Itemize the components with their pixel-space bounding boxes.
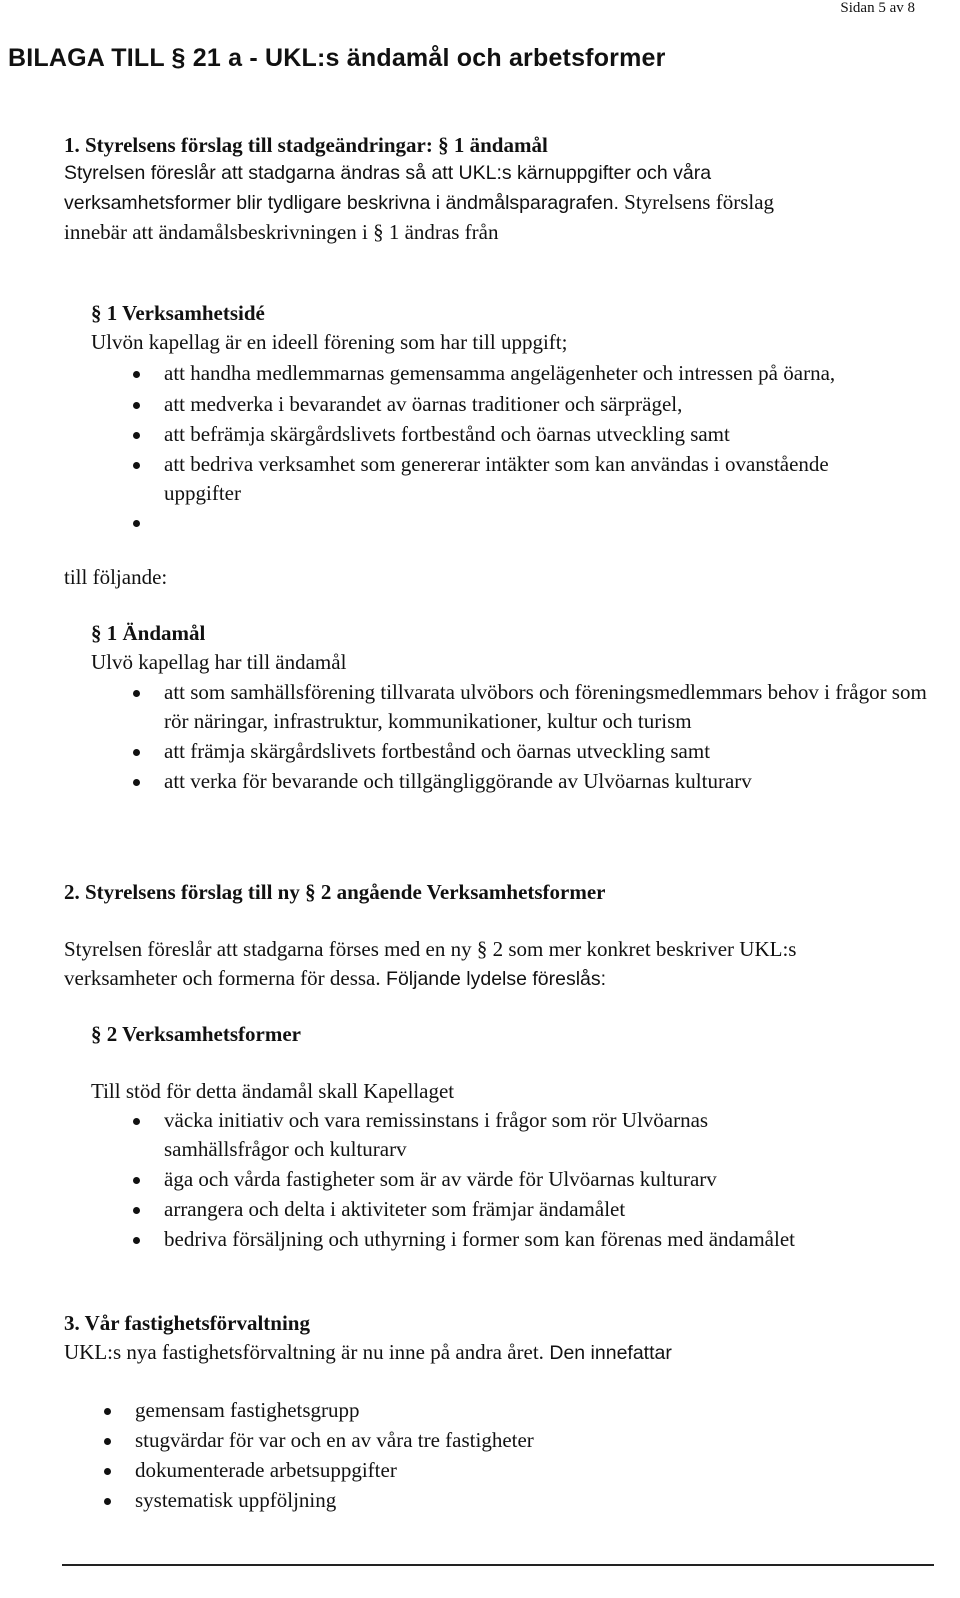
list-item: att som samhällsförening tillvarata ulvöbors och föreningsmedlemmars behov i frågor som rör näringar, infrastruktur, kommunikationer, kultur och turism	[164, 678, 934, 736]
list-item: arrangera och delta i aktiviteter som främjar ändamålet	[164, 1195, 824, 1224]
intro-line-part: verksamheter och formerna för dessa.	[64, 966, 381, 990]
section3-intro-part: UKL:s nya fastighetsförvaltning är nu inne på andra året.	[64, 1340, 544, 1364]
intro-line-part: verksamhetsformer blir tydligare beskrivna i ändmålsparagrafen.	[64, 192, 619, 214]
new-paragraph-heading: § 1 Ändamål	[91, 621, 206, 645]
document-title: BILAGA TILL § 21 a - UKL:s ändamål och arbetsformer	[8, 44, 666, 72]
page-number: Sidan 5 av 8	[840, 0, 915, 16]
list-item: väcka initiativ och vara remissinstans i frågor som rör Ulvöarnas samhällsfrågor och kulturarv	[164, 1106, 824, 1164]
to-following-label: till följande:	[64, 565, 168, 589]
footer-divider	[62, 1564, 934, 1566]
list-item: att befrämja skärgårdslivets fortbestånd och öarnas utveckling samt	[164, 420, 894, 449]
list-item: att främja skärgårdslivets fortbestånd och öarnas utveckling samt	[164, 737, 934, 766]
section2-intro	[64, 935, 944, 994]
section2-heading: 2. Styrelsens förslag till ny § 2 angående Verksamhetsformer	[64, 880, 606, 904]
list-item: att handha medlemmarnas gemensamma angelägenheter och intressen på öarna,	[164, 359, 894, 388]
list-item: bedriva försäljning och uthyrning i former som kan förenas med ändamålet	[164, 1225, 924, 1254]
intro-line	[64, 964, 944, 994]
list-item: äga och vårda fastigheter som är av värde för Ulvöarnas kulturarv	[164, 1165, 824, 1194]
section2-subheading: § 2 Verksamhetsformer	[91, 1022, 301, 1046]
list-item	[164, 508, 894, 537]
section3-heading: 3. Vår fastighetsförvaltning	[64, 1311, 310, 1335]
list-item: systematisk uppföljning	[135, 1486, 835, 1515]
intro-line: innebär att ändamålsbeskrivningen i § 1 ändras från	[64, 220, 499, 244]
intro-line-part: Följande lydelse föreslås:	[380, 968, 607, 990]
section2-subintro: Till stöd för detta ändamål skall Kapellaget	[91, 1079, 455, 1103]
section1-heading: 1. Styrelsens förslag till stadgeändringar: § 1 ändamål	[64, 133, 548, 157]
old-paragraph-heading: § 1 Verksamhetsidé	[91, 301, 265, 325]
new-purpose-list	[164, 678, 934, 796]
list-item: stugvärdar för var och en av våra tre fastigheter	[135, 1426, 835, 1455]
new-paragraph-intro: Ulvö kapellag har till ändamål	[91, 650, 347, 674]
list-item: att verka för bevarande och tillgängliggörande av Ulvöarnas kulturarv	[164, 767, 934, 796]
section1-intro	[64, 159, 914, 247]
activity-forms-list	[164, 1106, 824, 1254]
property-management-list	[135, 1396, 835, 1515]
section3-intro	[64, 1338, 672, 1368]
intro-line: Styrelsen föreslår att stadgarna förses med en ny § 2 som mer konkret beskriver UKL:s	[64, 937, 797, 961]
list-item: att medverka i bevarandet av öarnas traditioner och särprägel,	[164, 390, 894, 419]
old-paragraph-intro: Ulvön kapellag är en ideell förening som har till uppgift;	[91, 330, 568, 354]
old-purpose-list	[164, 359, 894, 537]
list-item: att bedriva verksamhet som genererar intäkter som kan användas i ovanstående uppgifter	[164, 450, 844, 508]
section3-intro-part: Den innefattar	[543, 1342, 672, 1364]
intro-line: Styrelsen föreslår att stadgarna ändras så att UKL:s kärnuppgifter och våra	[64, 162, 712, 184]
list-item: gemensam fastighetsgrupp	[135, 1396, 835, 1425]
intro-line-part: Styrelsens förslag	[618, 190, 775, 214]
intro-line	[64, 188, 914, 218]
list-item: dokumenterade arbetsuppgifter	[135, 1456, 835, 1485]
